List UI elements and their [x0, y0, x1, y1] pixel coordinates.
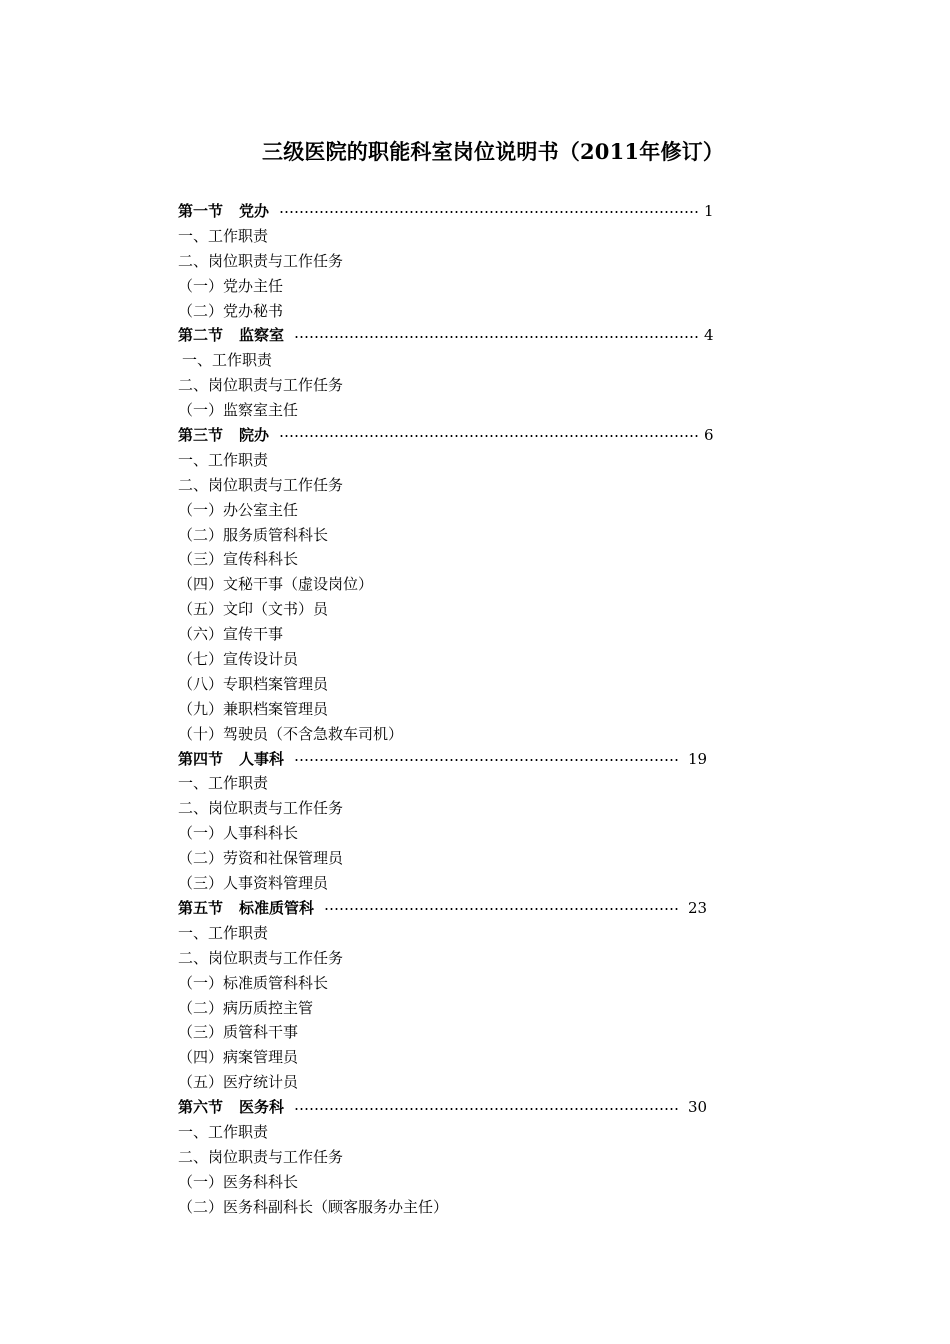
section-number: 第三节 — [178, 426, 224, 445]
toc-item[interactable]: （一）办公室主任 — [178, 500, 299, 519]
section-name: 院办 — [239, 426, 270, 445]
toc-item[interactable]: （七）宣传设计员 — [178, 650, 299, 669]
toc-item[interactable]: （九）兼职档案管理员 — [178, 699, 329, 718]
page-number: 30 — [688, 1098, 708, 1117]
toc-item[interactable]: （十）驾驶员（不含急救车司机） — [178, 724, 404, 743]
dot-leader — [279, 211, 698, 213]
dot-leader — [294, 1108, 678, 1110]
page-number: 6 — [704, 426, 714, 445]
toc-item[interactable]: （三）宣传科科长 — [178, 550, 299, 569]
toc-item[interactable]: （六）宣传干事 — [178, 625, 284, 644]
toc-item[interactable]: （二）医务科副科长（顾客服务办主任） — [178, 1197, 449, 1216]
toc-item[interactable]: 一、工作职责 — [178, 1122, 269, 1141]
toc-item[interactable]: 二、岗位职责与工作任务 — [178, 475, 344, 494]
section-number: 第五节 — [178, 898, 224, 917]
toc-item[interactable]: （一）人事科科长 — [178, 824, 299, 843]
toc-section-entry[interactable] — [178, 1095, 726, 1120]
section-name: 医务科 — [239, 1098, 285, 1117]
section-name: 人事科 — [239, 749, 285, 768]
toc-item[interactable]: 二、岗位职责与工作任务 — [178, 799, 344, 818]
toc-item[interactable]: 一、工作职责 — [178, 450, 269, 469]
toc-item[interactable]: （一）标准质管科科长 — [178, 973, 329, 992]
dot-leader — [294, 759, 678, 761]
toc-section-entry[interactable] — [178, 896, 726, 921]
dot-leader — [294, 336, 698, 338]
toc-item[interactable]: 一、工作职责 — [178, 226, 269, 245]
page-number: 4 — [704, 326, 714, 345]
toc-item[interactable]: 一、工作职责 — [178, 774, 269, 793]
toc-item[interactable]: （一）监察室主任 — [178, 401, 299, 420]
toc-item[interactable]: 一、工作职责 — [182, 351, 273, 370]
section-number: 第一节 — [178, 202, 224, 220]
toc-item[interactable]: （四）病案管理员 — [178, 1048, 299, 1067]
section-number: 第二节 — [178, 326, 224, 345]
dot-leader — [324, 908, 678, 910]
toc-section-entry[interactable] — [178, 199, 726, 224]
toc-item[interactable]: （二）党办秘书 — [178, 301, 284, 320]
toc-item[interactable]: （八）专职档案管理员 — [178, 674, 329, 693]
toc-item[interactable]: （四）文秘干事（虚设岗位） — [178, 575, 374, 594]
toc-item[interactable]: 二、岗位职责与工作任务 — [178, 948, 344, 967]
document-title: 三级医院的职能科室岗位说明书（2011年修订） — [262, 139, 725, 164]
toc-item[interactable]: 一、工作职责 — [178, 923, 269, 942]
toc-item[interactable]: （二）服务质管科科长 — [178, 525, 329, 544]
toc-item[interactable]: （二）劳资和社保管理员 — [178, 849, 344, 868]
toc-item[interactable]: （一）党办主任 — [178, 276, 284, 295]
section-name: 监察室 — [239, 326, 285, 345]
toc-item[interactable]: （二）病历质控主管 — [178, 998, 314, 1017]
toc-item[interactable]: 二、岗位职责与工作任务 — [178, 376, 344, 395]
section-name: 党办 — [239, 202, 270, 220]
toc-section-entry[interactable] — [178, 323, 726, 348]
toc-section-entry[interactable] — [178, 747, 726, 772]
toc-item[interactable]: （三）质管科干事 — [178, 1023, 299, 1042]
dot-leader — [279, 435, 698, 437]
toc-item[interactable]: （一）医务科科长 — [178, 1172, 299, 1191]
section-number: 第六节 — [178, 1098, 224, 1117]
toc-item[interactable]: 二、岗位职责与工作任务 — [178, 1147, 344, 1166]
table-of-contents — [178, 199, 726, 1220]
toc-item[interactable]: 二、岗位职责与工作任务 — [178, 251, 344, 270]
page-number: 1 — [704, 202, 714, 220]
section-number: 第四节 — [178, 749, 224, 768]
toc-item[interactable]: （五）文印（文书）员 — [178, 600, 329, 619]
toc-section-entry[interactable] — [178, 423, 726, 448]
toc-item[interactable]: （五）医疗统计员 — [178, 1073, 299, 1092]
page-number: 23 — [688, 898, 708, 917]
page-number: 19 — [688, 749, 708, 768]
section-name: 标准质管科 — [239, 898, 315, 917]
toc-item[interactable]: （三）人事资料管理员 — [178, 874, 329, 893]
